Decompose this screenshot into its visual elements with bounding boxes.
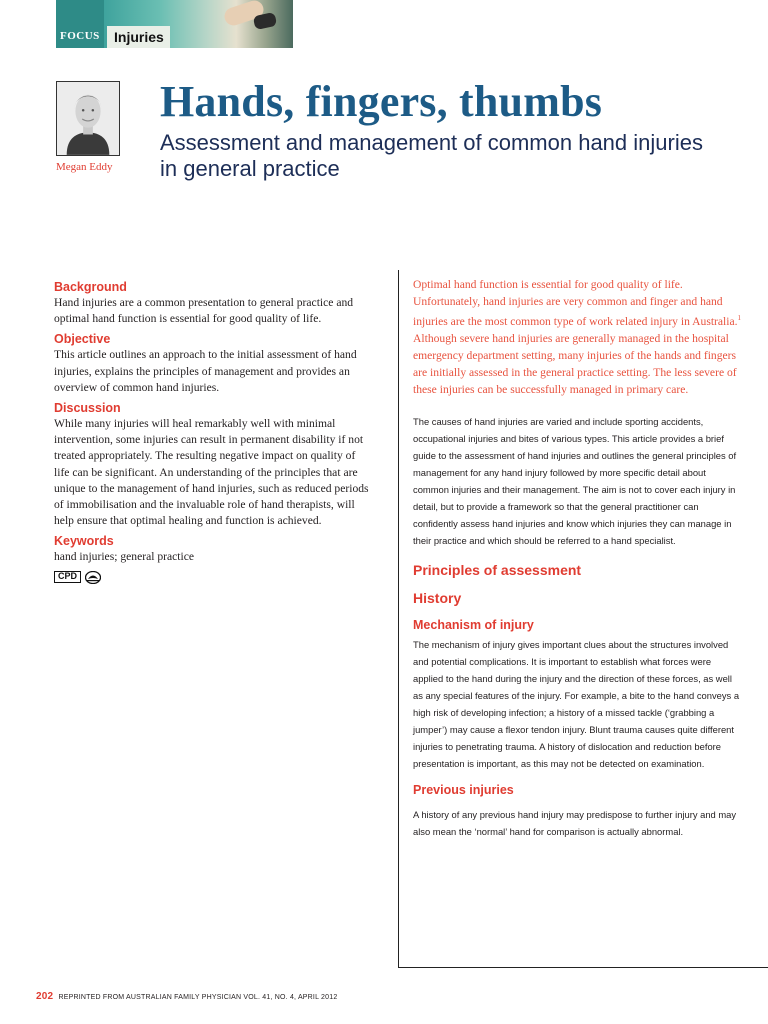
previous-injuries-paragraph: A history of any previous hand injury may predispose to further injury and may also mean the ‘normal’ hand for comparison is actually abnormal. [413,808,737,837]
body-column [413,276,743,840]
background-heading: Background [54,280,127,294]
footer-citation: REPRINTED FROM AUSTRALIAN FAMILY PHYSICIAN VOL. 41, NO. 4, APRIL 2012 [58,994,338,1001]
section-banner [56,0,293,48]
author-photo [56,81,120,156]
author-portrait-graphic [57,82,119,155]
mechanism-heading: Mechanism of injury [413,617,534,632]
history-heading: History [413,589,462,606]
lead-paragraph [413,276,743,398]
lead-text-part1: Optimal hand function is essential for good quality of life. Unfortunately, hand injuries are very common and finger and hand injuries are the most common type of work related injury in Australia. [413,278,738,328]
keywords-text: hand injuries; general practice [54,550,195,564]
page-footer [36,991,337,1002]
discussion-text: While many injuries will heal remarkably well with minimal intervention, some injuries can result in permanent disability if not treated appropriately. The resulting negative impact on quality of life can be significant. An understanding of the principles that are unique to the management of hand injuries, such as reduced periods of immobilisation and the invaluable role of hand therapists, will help ensure that optimal healing and function is achieved. [54,417,369,528]
lead-text-part2: Although severe hand injuries are generally managed in the hospital emergency department setting, many injuries of the hands and fingers are initially assessed in the general practice setting. The less severe of these injuries can be successfully managed in primary care. [413,331,737,396]
page-number: 202 [36,991,54,1002]
principles-heading: Principles of assessment [413,561,582,578]
keywords-heading: Keywords [54,534,114,549]
abstract-column [54,279,372,584]
focus-label: FOCUS [60,30,100,42]
banner-glove-graphic [253,12,277,30]
qi-leaf-icon [85,571,101,584]
discussion-heading: Discussion [54,401,121,416]
previous-injuries-heading: Previous injuries [413,782,514,797]
article-title: Hands, fingers, thumbs [160,77,603,126]
reference-marker[interactable]: 1 [737,314,742,322]
author-name: Megan Eddy [56,161,113,173]
badge-row [54,571,372,584]
objective-heading: Objective [54,332,111,347]
objective-text: This article outlines an approach to the initial assessment of hand injuries, explains the principles of management and provides an overview of common hand injuries. [54,348,357,394]
background-text: Hand injuries are a common presentation to general practice and optimal hand function is essential for good quality of life. [54,296,354,326]
intro-paragraph: The causes of hand injuries are varied and include sporting accidents, occupational injuries and bites of various types. This article provides a brief guide to the assessment of hand injuries and outlines the general principles of management for any hand injury followed by more specific detail about common injuries and their management. The aim is not to cover each injury in detail, but to provide a framework so that the general practitioner can confidently assess hand injuries and know which injuries they can manage in their practice and which should be referred to a hand specialist. [413,415,737,546]
column-bottom-rule [398,967,768,968]
section-label: Injuries [107,26,170,48]
cpd-badge: CPD [54,571,81,583]
article-subtitle: Assessment and management of common hand injuries in general practice [160,130,703,181]
column-divider [398,270,399,968]
mechanism-paragraph: The mechanism of injury gives important clues about the structures involved and potential complications. It is important to establish what forces were applied to the hand during the injury and the direction of these forces, as well as any special features of the injury. For example, a bite to the hand conveys a high risk of developing infection; a history of a missed tackle (‘grabbing a jumper’) may cause a flexor tendon injury. Blunt trauma causes quite different injuries to penetrating trauma. A history of dislocation and reduction before presentation is important, as this may not be detected on examination. [413,638,740,769]
